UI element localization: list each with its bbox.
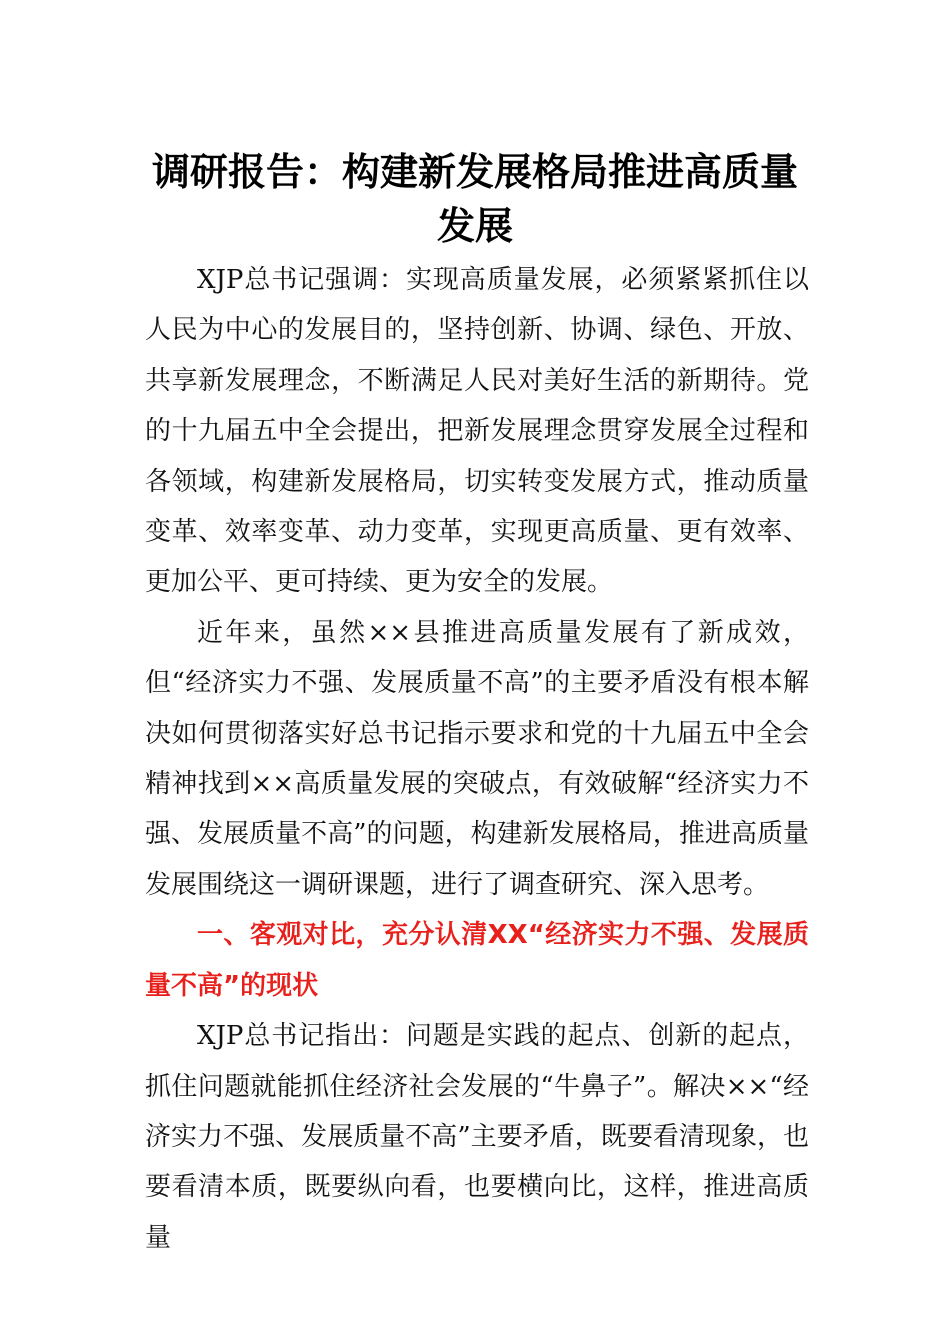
section-paragraph: XJP总书记指出：问题是实践的起点、创新的起点，抓住问题就能抓住经济社会发展的“牛鼻子”。解决××“经济实力不强、发展质量不高”主要矛盾，既要看清现象，也要看清本质，既要纵向看，也要横向比，这样，推进高质量: [145, 1021, 809, 1253]
document-title: 调研报告：构建新发展格局推进高质量发展: [151, 149, 798, 248]
document-body: [145, 255, 809, 1263]
intro-paragraph: XJP总书记强调：实现高质量发展，必须紧紧抓住以人民为中心的发展目的，坚持创新、协调、绿色、开放、共享新发展理念，不断满足人民对美好生活的新期待。党的十九届五中全会提出，把新发展理念贯穿发展全过程和各领域，构建新发展格局，切实转变发展方式，推动质量变革、效率变革、动力变革，实现更高质量、更有效率、更加公平、更可持续、更为安全的发展。: [145, 265, 809, 598]
section-heading: 一、客观对比，充分认清XX“经济实力不强、发展质量不高”的现状: [145, 920, 809, 1001]
background-paragraph: 近年来，虽然××县推进高质量发展有了新成效，但“经济实力不强、发展质量不高”的主要矛盾没有根本解决如何贯彻落实好总书记指示要求和党的十九届五中全会精神找到××高质量发展的突破点，有效破解“经济实力不强、发展质量不高”的问题，构建新发展格局，推进高质量发展围绕这一调研课题，进行了调查研究、深入思考。: [145, 617, 809, 900]
